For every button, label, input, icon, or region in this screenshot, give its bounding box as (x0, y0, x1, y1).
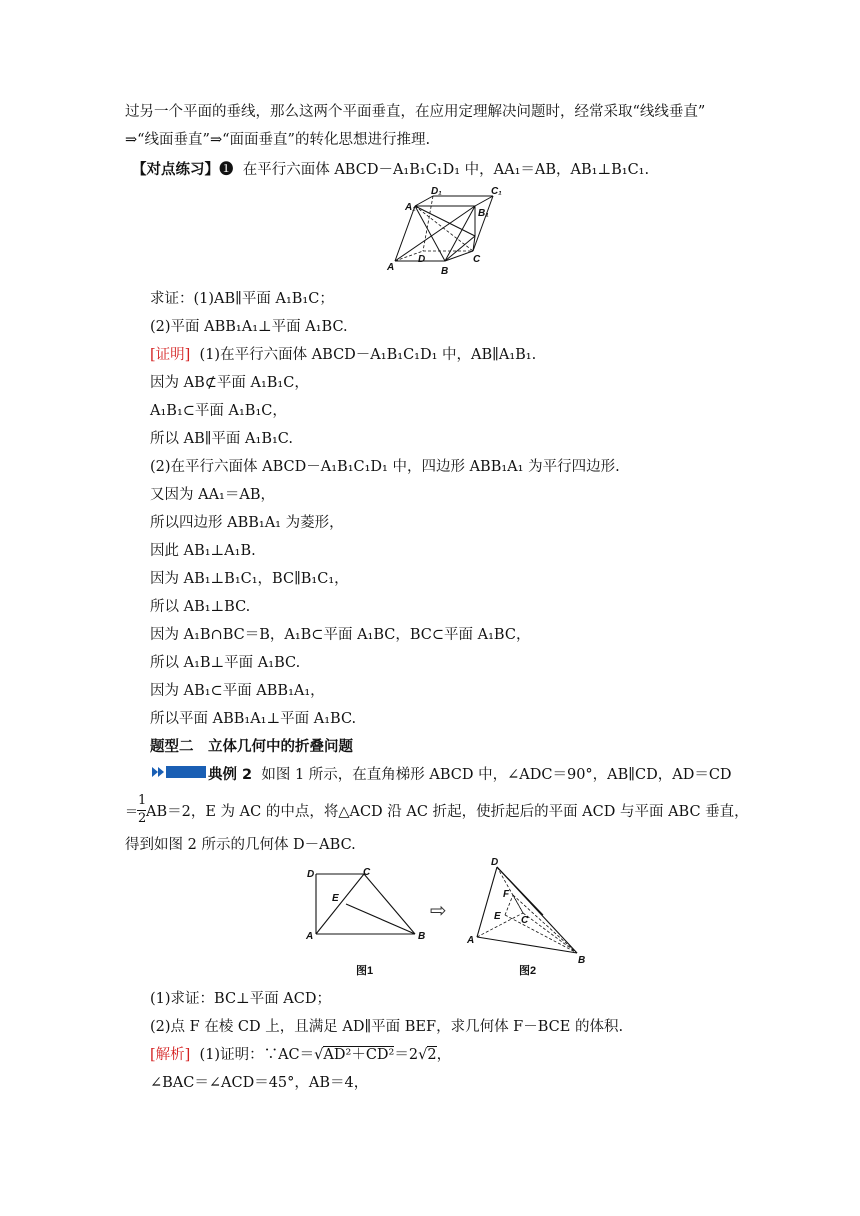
example-line-3: 得到如图 2 所示的几何体 D－ABC. (125, 837, 356, 853)
proof-line-3: A₁B₁⊂平面 A₁B₁C， (150, 403, 287, 419)
example-text-1: 如图 1 所示，在直角梯形 ABCD 中，∠ADC＝90°，AB∥CD，AD＝CD (261, 767, 732, 783)
practice-number: ❶ (219, 162, 234, 178)
analysis-tag: [解析] (150, 1047, 191, 1063)
fig2-label-B: B (578, 955, 586, 965)
figure1-caption: 图1 (356, 965, 374, 977)
proof-line-6: 又因为 AA₁＝AB， (150, 487, 275, 503)
prove-line-2: (2)平面 ABB₁A₁⊥平面 A₁BC. (150, 319, 348, 335)
analysis-line-1: [解析] (1)证明：∵AC＝√AD²＋CD²＝2√2， (150, 1047, 452, 1063)
point-label-C1: C₁ (491, 186, 502, 197)
section-heading: 题型二 立体几何中的折叠问题 (150, 739, 353, 755)
fig1-label-C: C (363, 867, 371, 878)
analysis-text-1: (1)证明：∵AC＝ (199, 1047, 315, 1063)
proof-line-4: 所以 AB∥平面 A₁B₁C. (150, 431, 293, 447)
proof-line-1 (150, 345, 536, 365)
right-arrow-icon: ⇨ (430, 898, 447, 922)
proof-line-2: 因为 AB⊄平面 A₁B₁C， (150, 375, 309, 391)
fig1-label-E: E (332, 893, 339, 904)
figure2-caption: 图2 (519, 965, 537, 977)
fraction-prefix: ＝ (125, 805, 139, 820)
parallelepiped-figure (385, 186, 510, 278)
example-line-1 (152, 765, 732, 785)
proof-line-12: 所以 A₁B⊥平面 A₁BC. (150, 655, 301, 671)
fig1-label-B: B (418, 931, 426, 942)
fig1-label-D: D (307, 869, 315, 880)
practice-text: 在平行六面体 ABCD－A₁B₁C₁D₁ 中，AA₁＝AB，AB₁⊥B₁C₁. (242, 162, 650, 178)
prove-line-1: 求证：(1)AB∥平面 A₁B₁C； (150, 291, 334, 307)
point-label-C: C (473, 254, 481, 265)
proof-line-13: 因为 AB₁⊂平面 ABB₁A₁， (150, 683, 325, 699)
sqrt-sign-2: √ (418, 1047, 428, 1063)
text-line-2: ⇒“线面垂直”⇒“面面垂直”的转化思想进行推理. (125, 132, 431, 148)
tetrahedron-figure (465, 855, 590, 965)
fraction-denominator: 2 (138, 811, 147, 826)
point-label-D1: D₁ (431, 186, 442, 197)
proof-line-14: 所以平面 ABB₁A₁⊥平面 A₁BC. (150, 711, 357, 727)
trapezoid-figure (300, 864, 430, 944)
fig2-label-F: F (503, 889, 510, 900)
fig2-label-E: E (494, 911, 501, 922)
analysis-eq: ＝2 (394, 1047, 419, 1063)
proof-line-7: 所以四边形 ABB₁A₁ 为菱形， (150, 515, 344, 531)
fraction-numerator: 1 (138, 793, 147, 808)
question-line-2: (2)点 F 在棱 CD 上，且满足 AD∥平面 BEF，求几何体 F－BCE 的体积. (150, 1019, 624, 1035)
sqrt-radicand-2: 2 (427, 1047, 437, 1063)
question-line-1: (1)求证：BC⊥平面 ACD； (150, 991, 331, 1007)
fig2-label-D: D (491, 857, 499, 868)
proof-line-10: 所以 AB₁⊥BC. (150, 599, 251, 615)
fig2-label-A: A (467, 935, 475, 946)
point-label-B1: B₁ (478, 208, 489, 219)
proof-line-5: (2)在平行六面体 ABCD－A₁B₁C₁D₁ 中，四边形 ABB₁A₁ 为平行四边形. (150, 459, 620, 475)
example-tag: 典例 2 (208, 767, 253, 783)
text-line-1: 过另一个平面的垂线，那么这两个平面垂直，在应用定理解决问题时，经常采取“线线垂直” (125, 104, 706, 120)
proof-line-9: 因为 AB₁⊥B₁C₁，BC∥B₁C₁， (150, 571, 349, 587)
point-label-D: D (418, 254, 426, 265)
example-arrow-icon (152, 765, 208, 785)
proof-line-8: 因此 AB₁⊥A₁B. (150, 543, 256, 559)
proof-tag: [证明] (150, 347, 191, 363)
proof-line-11: 因为 A₁B∩BC＝B，A₁B⊂平面 A₁BC，BC⊂平面 A₁BC， (150, 627, 531, 643)
point-label-B: B (441, 266, 449, 277)
point-label-A1: A₁ (405, 202, 416, 213)
sqrt-sign-1: √ (314, 1047, 324, 1063)
example-line-2: AB＝2，E 为 AC 的中点，将△ACD 沿 AC 折起，使折起后的平面 ACD 与平面 ABC 垂直， (146, 804, 749, 820)
analysis-line-2: ∠BAC＝∠ACD＝45°，AB＝4， (150, 1075, 369, 1091)
practice-tag: 【对点练习】 (132, 162, 219, 178)
fraction-half (125, 793, 145, 833)
fig1-label-A: A (306, 931, 314, 942)
fig2-label-C: C (521, 915, 529, 926)
point-label-A: A (387, 262, 395, 273)
proof-text-1: (1)在平行六面体 ABCD－A₁B₁C₁D₁ 中，AB∥A₁B₁. (199, 347, 537, 363)
sqrt-radicand-1: AD²＋CD² (323, 1047, 395, 1063)
practice-line (132, 160, 649, 180)
